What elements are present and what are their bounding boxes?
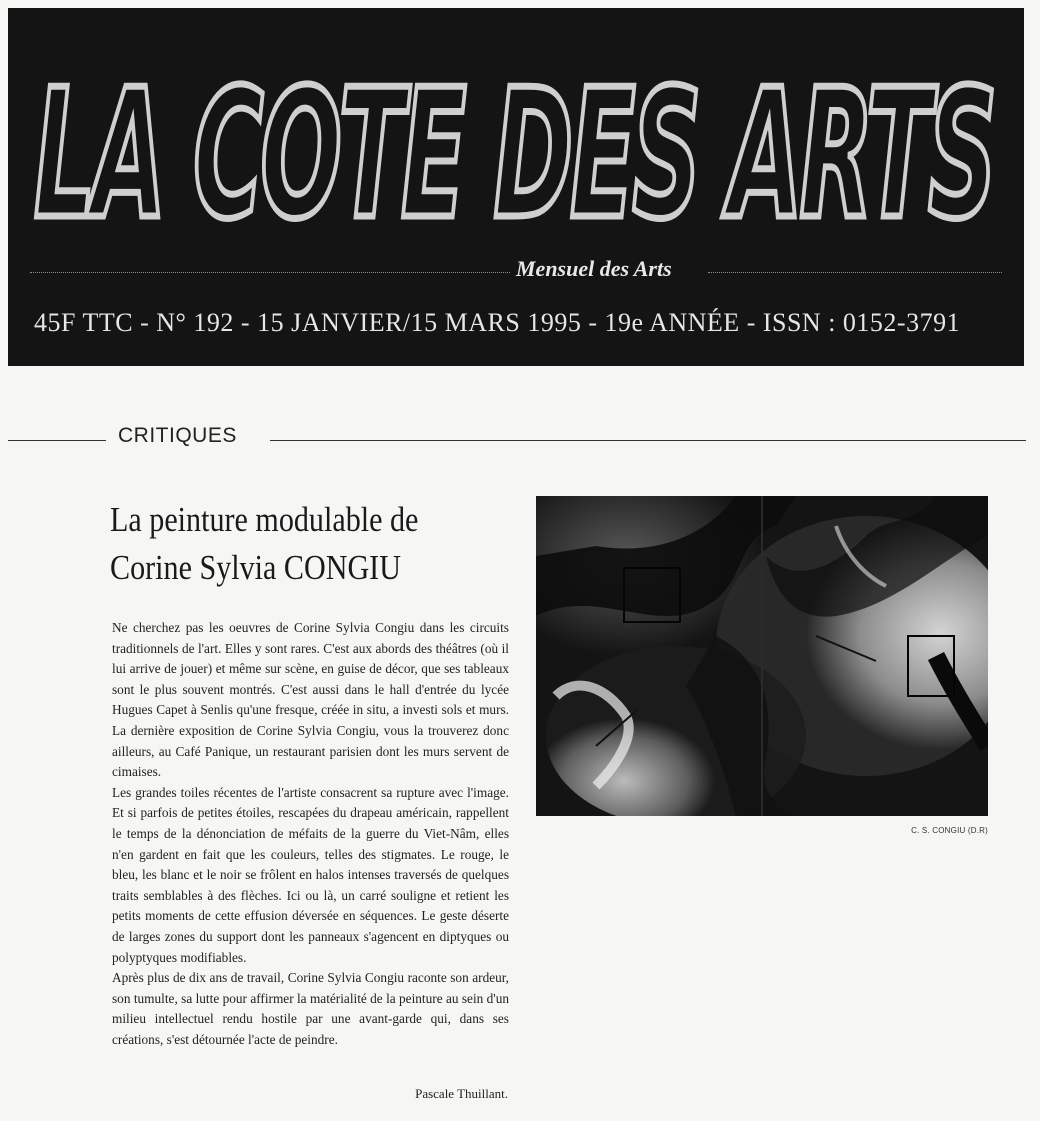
painting-artwork [536,496,988,816]
section-rule-left [8,440,106,441]
subtitle-rule-right [708,272,1002,273]
painting-image [536,496,988,816]
masthead-logo [8,48,1024,258]
issue-line: 45F TTC - N° 192 - 15 JANVIER/15 MARS 1995 - 19e ANNÉE - ISSN : 0152-3791 [34,308,961,337]
headline-line-2: Corine Sylvia CONGIU [110,548,401,587]
subtitle-rule-left [30,272,510,273]
article-paragraph-3: Après plus de dix ans de travail, Corine Sylvia Congiu raconte son ardeur, son tumulte, sa lutte pour affirmer la matérialité de la peinture au sein d'un milieu intellectuel rendu hostile par une avant-garde qui, dans ses créations, s'est détournée l'acte de peindre. [112,970,509,1047]
article-paragraph-2: Les grandes toiles récentes de l'artiste consacrent sa rupture avec l'image. Et si parfois de petites étoiles, rescapées du drapeau américain, rappellent le temps de la dénonciation de méfaits de la guerre du Viet-Nâm, elles n'en gardent en fait que les couleurs, telles des stigmates. Le rouge, le bleu, les blanc et le noir se frôlent en halos intenses traversés de quelques traits semblables à des flèches. Ici ou là, un carré souligne et retient les petits moments de cette effusion déversée en séquences. Le geste déserte de larges zones du support dont les panneaux s'agencent en diptyques ou polyptyques modifiables. [112,784,509,965]
article-body [112,618,509,1050]
section-label: CRITIQUES [118,424,237,447]
masthead-subtitle: Mensuel des Arts [516,256,672,281]
article-author: Pascale Thuillant. [415,1086,508,1101]
headline-line-1: La peinture modulable de [110,500,419,539]
photo-credit: C. S. CONGIU (D.R) [911,826,988,835]
article-headline [110,496,463,592]
article-paragraph-1: Ne cherchez pas les oeuvres de Corine Sylvia Congiu dans les circuits traditionnels de l'art. Elles y sont rares. C'est aux abords des théâtres (où il lui arrive de jouer) et même sur scène, en guise de décor, que ses tableaux sont le plus souvent montrés. C'est aussi dans le hall d'entrée du lycée Hugues Capet à Senlis qu'une fresque, créée in situ, a investi sols et murs. La dernière exposition de Corine Sylvia Congiu, vous la trouverez donc ailleurs, au Café Panique, un restaurant parisien dont les murs servent de cimaises. [112,620,509,780]
masthead-title: LA COTE DES ARTS [34,51,994,258]
section-rule-right [270,440,1026,441]
masthead [8,8,1024,366]
